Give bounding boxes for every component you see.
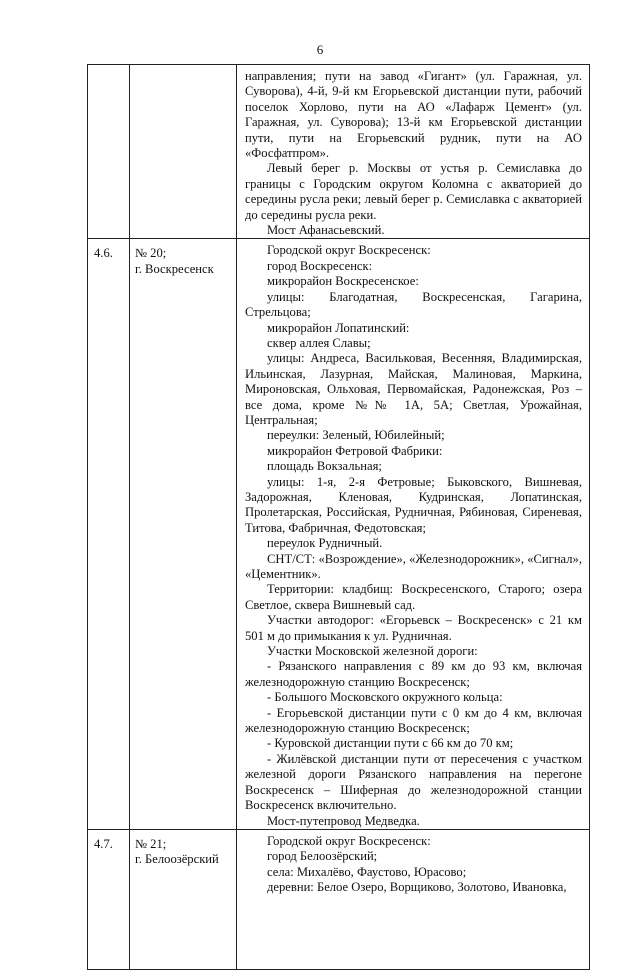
row-number: 4.6. bbox=[94, 246, 113, 261]
row-number-cell bbox=[88, 239, 130, 829]
description-paragraph: - Большого Московского окружного кольца: bbox=[267, 690, 503, 705]
description-paragraph: Территории: кладбищ: Воскресенского, Старого; озера Светлое, сквера Вишневый сад. bbox=[245, 582, 582, 612]
row-number-cell bbox=[88, 829, 130, 969]
district-cell bbox=[130, 239, 237, 829]
districts-table bbox=[87, 64, 590, 970]
description-paragraph: - Рязанского направления с 89 км до 93 км, включая железнодорожную станцию Воскресенск; bbox=[245, 659, 582, 689]
description-paragraph: Городской округ Воскресенск: bbox=[267, 243, 431, 258]
description-paragraph: Участки автодорог: «Егорьевск – Воскресенск» с 21 км 501 м до примыкания к ул. Рудничная. bbox=[245, 613, 582, 643]
row-number: 4.7. bbox=[94, 836, 113, 851]
table-row bbox=[88, 65, 590, 239]
description-paragraph: Мост-путепровод Медведка. bbox=[267, 813, 420, 828]
description-paragraph: переулок Рудничный. bbox=[267, 536, 383, 551]
description-cell bbox=[237, 239, 590, 829]
description-paragraph: микрорайон Лопатинский: bbox=[267, 320, 410, 335]
district-cell bbox=[130, 65, 237, 239]
district-line: г. Белоозёрский bbox=[135, 852, 219, 867]
description-paragraph: - Куровской дистанции пути с 66 км до 70 км; bbox=[267, 736, 514, 751]
description-paragraph: СНТ/СТ: «Возрождение», «Железнодорожник», «Сигнал», «Цементник». bbox=[245, 551, 582, 581]
description-paragraph: Городской округ Воскресенск: bbox=[267, 833, 431, 848]
district-line: № 20; bbox=[135, 246, 167, 261]
description-paragraph: села: Михалёво, Фаустово, Юрасово; bbox=[267, 864, 467, 879]
description-paragraph: сквер аллея Славы; bbox=[267, 335, 371, 350]
row-number-cell bbox=[88, 65, 130, 239]
description-paragraph: Левый берег р. Москвы от устья р. Семиславка до границы с Городским округом Коломна с акваторией до середины русла реки; левый берег р. Семиславка с акваторией до середины русла реки. bbox=[245, 161, 582, 222]
table-row bbox=[88, 239, 590, 829]
description-paragraph: город Белоозёрский; bbox=[267, 849, 378, 864]
description-paragraph: площадь Вокзальная; bbox=[267, 459, 382, 474]
description-cell bbox=[237, 65, 590, 239]
description-paragraph: Участки Московской железной дороги: bbox=[267, 644, 478, 659]
district-cell bbox=[130, 829, 237, 969]
description-paragraph: - Егорьевской дистанции пути с 0 км до 4 км, включая железнодорожную станцию Воскресенск; bbox=[245, 705, 582, 736]
description-cell bbox=[237, 829, 590, 969]
description-paragraph: Мост Афанасьевский. bbox=[267, 223, 385, 238]
description-paragraph: переулки: Зеленый, Юбилейный; bbox=[267, 428, 445, 443]
description-paragraph: направления; пути на завод «Гигант» (ул. Гаражная, ул. Суворова), 4-й, 9-й км Егорьевской дистанции пути, рабочий поселок Хорлово, пути на АО «Лафарж Цемент» (ул. Гаражная, ул. Суворова); 13-й км Егорьевской дистанции пути, пути на Егорьевский рудник, пути на АО «Фосфатпром». bbox=[245, 69, 582, 161]
description-paragraph: деревни: Белое Озеро, Ворщиково, Золотово, Ивановка, bbox=[267, 880, 567, 895]
description-paragraph: улицы: 1-я, 2-я Фетровые; Быковского, Вишневая, Задорожная, Кленовая, Кудринская, Лопатинская, Пролетарская, Российская, Рудничная, Рябиновая, Сиреневая, Титова, Фабричная, Федотовская; bbox=[245, 474, 582, 535]
page-number: 6 bbox=[316, 42, 324, 57]
description-paragraph: микрорайон Воскресенское: bbox=[267, 274, 419, 289]
description-paragraph: город Воскресенск: bbox=[267, 258, 373, 273]
district-line: № 21; bbox=[135, 836, 167, 851]
description-paragraph: микрорайон Фетровой Фабрики: bbox=[267, 443, 443, 458]
table-row bbox=[88, 829, 590, 969]
district-line: г. Воскресенск bbox=[135, 261, 214, 276]
table-body bbox=[88, 65, 590, 970]
description-paragraph: - Жилёвской дистанции пути от пересечения с участком железной дороги Рязанского направления на перегоне Воскресенск – Шиферная до железнодорожной станции Воскресенск включительно. bbox=[245, 751, 582, 813]
description-paragraph: улицы: Андреса, Васильковая, Весенняя, Владимирская, Ильинская, Лазурная, Майская, Малиновая, Маркина, Мироновская, Ольховая, Первомайская, Радонежская, Роз – все дома, кроме №№ 1А, 5А; Светлая, Урожайная, Центральная; bbox=[245, 351, 582, 427]
description-paragraph: улицы: Благодатная, Воскресенская, Гагарина, Стрельцова; bbox=[245, 289, 582, 320]
